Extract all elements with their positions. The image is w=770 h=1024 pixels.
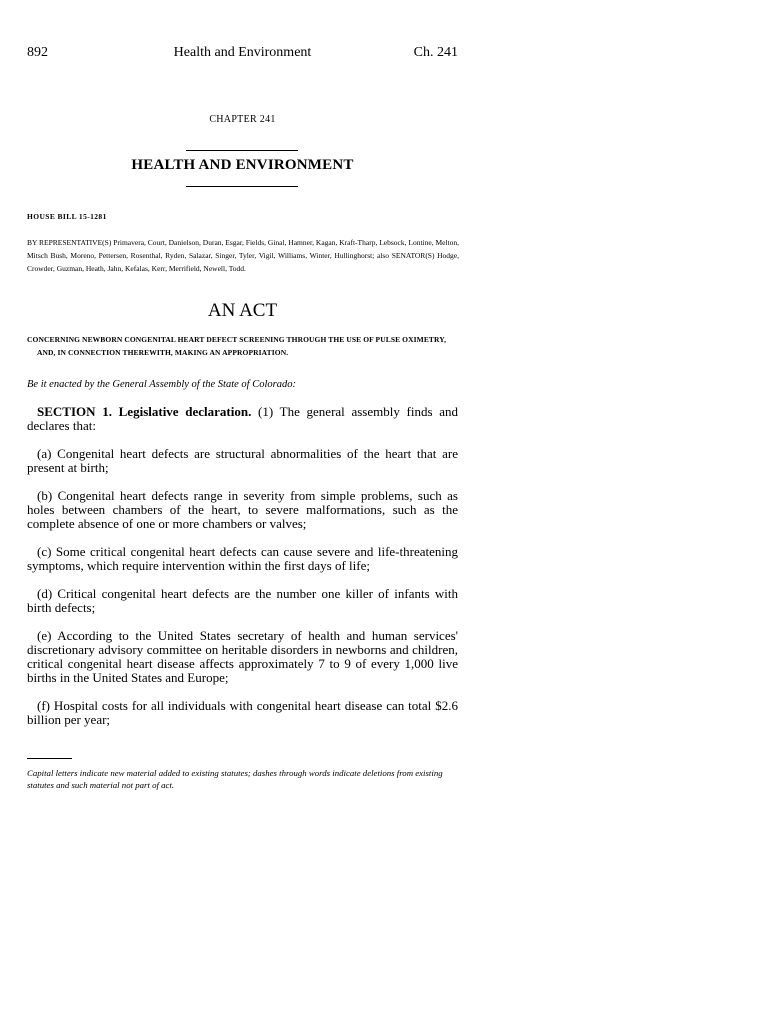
enacting-clause: Be it enacted by the General Assembly of the State of Colorado: xyxy=(27,379,296,390)
section-intro: (1) The general assembly finds and declares that: xyxy=(27,404,458,433)
act-title: CONCERNING NEWBORN CONGENITAL HEART DEFECT SCREENING THROUGH THE USE OF PULSE OXIMETRY, AND, IN CONNECTION THEREWITH, MAKING AN APPROPRIATION. xyxy=(27,335,447,357)
act-heading: AN ACT xyxy=(207,300,278,321)
declaration-item-f xyxy=(27,699,458,727)
declaration-item-a xyxy=(27,447,458,475)
declaration-item-d xyxy=(27,587,458,615)
chapter-reference: Ch. 241 xyxy=(413,45,458,60)
title-rule-bottom xyxy=(186,186,298,187)
declaration-text: (c) Some critical congenital heart defects can cause severe and life-threatening symptoms, which require intervention within the first days of life; xyxy=(27,544,458,573)
section-1-paragraph xyxy=(27,405,458,433)
title-rule-top xyxy=(186,150,298,151)
declaration-item-e xyxy=(27,629,458,685)
chapter-label: CHAPTER 241 xyxy=(209,114,276,125)
declaration-item-c xyxy=(27,545,458,573)
footnote: Capital letters indicate new material added to existing statutes; dashes through words indicate deletions from existing statutes and such material not part of act. xyxy=(27,768,443,790)
running-title: Health and Environment xyxy=(173,45,312,60)
running-header xyxy=(27,45,458,65)
declaration-text: (b) Congenital heart defects range in severity from simple problems, such as holes between chambers of the heart, to severe malformations, such as the complete absence of one or more chambers or valves; xyxy=(27,488,458,531)
footnote-rule xyxy=(27,758,72,759)
bill-number: HOUSE BILL 15-1281 xyxy=(27,212,107,221)
page-number: 892 xyxy=(27,45,48,60)
declaration-text: (e) According to the United States secretary of health and human services' discretionary advisory committee on heritable disorders in newborns and children, critical congenital heart disease affects approximately 7 to 9 of every 1,000 live births in the United States and Europe; xyxy=(27,628,458,685)
chapter-title: HEALTH AND ENVIRONMENT xyxy=(131,157,354,173)
declaration-text: (d) Critical congenital heart defects are the number one killer of infants with birth defects; xyxy=(27,586,458,615)
declaration-text: (f) Hospital costs for all individuals with congenital heart disease can total $2.6 billion per year; xyxy=(27,698,458,727)
declaration-text: (a) Congenital heart defects are structural abnormalities of the heart that are present at birth; xyxy=(27,446,458,475)
sponsors-list: BY REPRESENTATIVE(S) Primavera, Court, Danielson, Duran, Esgar, Fields, Ginal, Hamner, Kagan, Kraft-Tharp, Lebsock, Lontine, Melton, Mitsch Bush, Moreno, Pettersen, Rosenthal, Ryden, Salazar, Singer, Tyler, Vigil, Williams, Winter, Hullinghorst; also SENATOR(S) Hodge, Crowder, Guzman, Heath, Jahn, Kefalas, Kerr, Merrifield, Newell, Todd. xyxy=(27,238,459,273)
section-heading: SECTION 1. Legislative declaration. xyxy=(37,404,252,419)
declaration-item-b xyxy=(27,489,458,531)
